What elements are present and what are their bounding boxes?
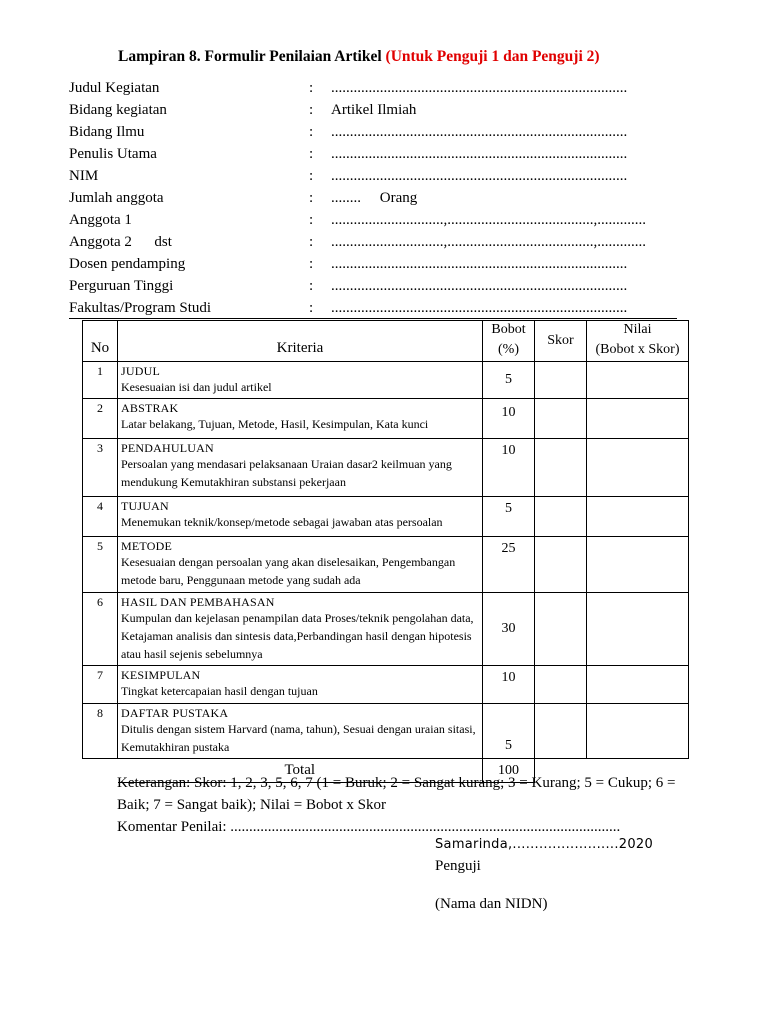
row-bobot: 5 [483,497,535,537]
row-bobot: 10 [483,439,535,497]
field-label: Fakultas/Program Studi [69,300,212,316]
field-value: ..............................,.......................................,............. [331,212,646,228]
row-desc: Tingkat ketercapaian hasil dengan tujuan [121,684,318,698]
table-row [83,704,689,759]
row-desc: Menemukan teknik/konsep/metode sebagai jawaban atas persoalan [121,515,443,529]
page-title [118,48,600,66]
field-bidang-kegiatan [69,99,669,121]
title-highlight: (Untuk Penguji 1 dan Penguji 2) [385,48,600,65]
signature-place-date: Samarinda,........................2020 [435,837,654,852]
field-value: ........ Orang [331,190,418,206]
row-kriteria [118,497,483,537]
field-value: Artikel Ilmiah [331,102,417,118]
table-row [83,362,689,399]
identity-fields [69,77,669,319]
field-label: Bidang Ilmu [69,124,145,140]
row-title: TUJUAN [121,499,169,513]
field-label: Jumlah anggota [69,190,164,206]
field-value: ............................................................................... [331,124,628,140]
header-no: No [83,321,118,362]
field-dosen-pendamping [69,253,669,275]
row-skor-cell[interactable] [535,362,587,399]
row-nilai-cell[interactable] [587,362,689,399]
row-bobot: 25 [483,537,535,593]
row-bobot: 10 [483,666,535,704]
field-colon: : [309,256,314,272]
header-bobot-line1: Bobot [491,322,526,337]
signature-name: (Nama dan NIDN) [435,896,548,912]
field-value: ............................................................................... [331,278,628,294]
field-fakultas-prodi [69,297,669,319]
field-label: Penulis Utama [69,146,157,162]
header-skor: Skor [535,321,587,362]
row-bobot: 10 [483,399,535,439]
row-skor-cell[interactable] [535,537,587,593]
row-desc: Kesesuaian isi dan judul artikel [121,380,272,394]
field-value: ............................................................................... [331,80,628,96]
row-no: 7 [83,666,118,704]
row-kriteria [118,593,483,666]
row-skor-cell[interactable] [535,439,587,497]
field-label: Dosen pendamping [69,256,186,272]
field-colon: : [309,234,314,250]
total-spacer [83,759,118,783]
row-nilai-cell[interactable] [587,666,689,704]
row-title: DAFTAR PUSTAKA [121,706,229,720]
row-nilai-cell[interactable] [587,704,689,759]
row-nilai-cell[interactable] [587,537,689,593]
row-skor-cell[interactable] [535,399,587,439]
row-title: PENDAHULUAN [121,441,214,455]
field-value: ............................................................................... [331,168,628,184]
header-bobot [483,321,535,362]
field-judul-kegiatan [69,77,669,99]
row-skor-cell[interactable] [535,497,587,537]
row-title: KESIMPULAN [121,668,201,682]
field-bidang-ilmu [69,121,669,143]
row-no: 3 [83,439,118,497]
row-title: ABSTRAK [121,401,179,415]
field-colon: : [309,278,314,294]
assessment-table [82,320,689,783]
header-kriteria: Kriteria [118,321,483,362]
row-desc: Kumpulan dan kejelasan penampilan data Proses/teknik pengolahan data, Ketajaman analisis dan sintesis data,Perbandingan hasil dengan hipotesis atau hasil sejenis sebelumnya [121,611,474,661]
row-no: 2 [83,399,118,439]
field-colon: : [309,146,314,162]
field-label: Anggota 2 dst [69,234,172,250]
field-label: Bidang kegiatan [69,102,167,118]
row-no: 5 [83,537,118,593]
field-label: Perguruan Tinggi [69,278,174,294]
field-label: Anggota 1 [69,212,132,228]
table-row [83,666,689,704]
row-skor-cell[interactable] [535,593,587,666]
field-anggota-2 [69,231,669,253]
table-row [83,399,689,439]
row-no: 6 [83,593,118,666]
table-row [83,537,689,593]
row-bobot: 5 [483,704,535,759]
row-kriteria [118,439,483,497]
field-colon: : [309,102,314,118]
row-no: 1 [83,362,118,399]
row-desc: Persoalan yang mendasari pelaksanaan Uraian dasar2 keilmuan yang mendukung Kemutakhiran substansi pekerjaan [121,457,452,489]
row-title: HASIL DAN PEMBAHASAN [121,595,275,609]
field-value: ............................................................................... [331,256,628,272]
header-nilai-line2: (Bobot x Skor) [595,342,680,357]
field-perguruan-tinggi [69,275,669,297]
notes-section [117,772,687,838]
table-row [83,439,689,497]
field-colon: : [309,212,314,228]
row-desc: Ditulis dengan sistem Harvard (nama, tahun), Sesuai dengan uraian sitasi, Kemutakhiran pustaka [121,722,476,754]
field-colon: : [309,80,314,96]
row-skor-cell[interactable] [535,704,587,759]
row-skor-cell[interactable] [535,666,587,704]
row-nilai-cell[interactable] [587,439,689,497]
divider [69,318,677,319]
header-bobot-line2: (%) [498,342,519,357]
field-value: ............................................................................... [331,300,628,316]
total-label: Total [118,759,483,783]
keterangan-text: Keterangan: Skor: 1, 2, 3, 5, 6, 7 (1 = Buruk; 2 = Sangat kurang; 3 = Kurang; 5 = Cukup; 6 = Baik; 7 = Sangat baik); Nilai = Bobot x Skor [117,775,676,813]
row-nilai-cell[interactable] [587,593,689,666]
field-colon: : [309,124,314,140]
field-colon: : [309,300,314,316]
row-nilai-cell[interactable] [587,399,689,439]
field-colon: : [309,168,314,184]
title-main: Lampiran 8. Formulir Penilaian Artikel [118,48,382,65]
row-bobot: 30 [483,593,535,666]
field-colon: : [309,190,314,206]
row-desc: Latar belakang, Tujuan, Metode, Hasil, Kesimpulan, Kata kunci [121,417,429,431]
field-label: Judul Kegiatan [69,80,160,96]
header-nilai [587,321,689,362]
row-nilai-cell[interactable] [587,497,689,537]
field-value: ..............................,.......................................,............. [331,234,646,250]
row-no: 8 [83,704,118,759]
total-value: 100 [483,759,535,783]
row-title: METODE [121,539,172,553]
field-anggota-1 [69,209,669,231]
table-row [83,593,689,666]
row-no: 4 [83,497,118,537]
field-jumlah-anggota [69,187,669,209]
field-label: NIM [69,168,99,184]
header-nilai-line1: Nilai [623,322,652,337]
field-penulis-utama [69,143,669,165]
row-kriteria [118,666,483,704]
field-value: ............................................................................... [331,146,628,162]
row-title: JUDUL [121,364,160,378]
komentar-text: Komentar Penilai: ........................................................................................................ [117,819,621,835]
table-row [83,497,689,537]
signature-role: Penguji [435,858,481,874]
row-kriteria [118,537,483,593]
row-kriteria [118,399,483,439]
row-desc: Kesesuaian dengan persoalan yang akan diselesaikan, Pengembangan metode baru, Penggunaan metode yang sudah ada [121,555,456,587]
row-kriteria [118,362,483,399]
row-kriteria [118,704,483,759]
row-bobot: 5 [483,362,535,399]
table-header-row [83,321,689,362]
field-nim [69,165,669,187]
